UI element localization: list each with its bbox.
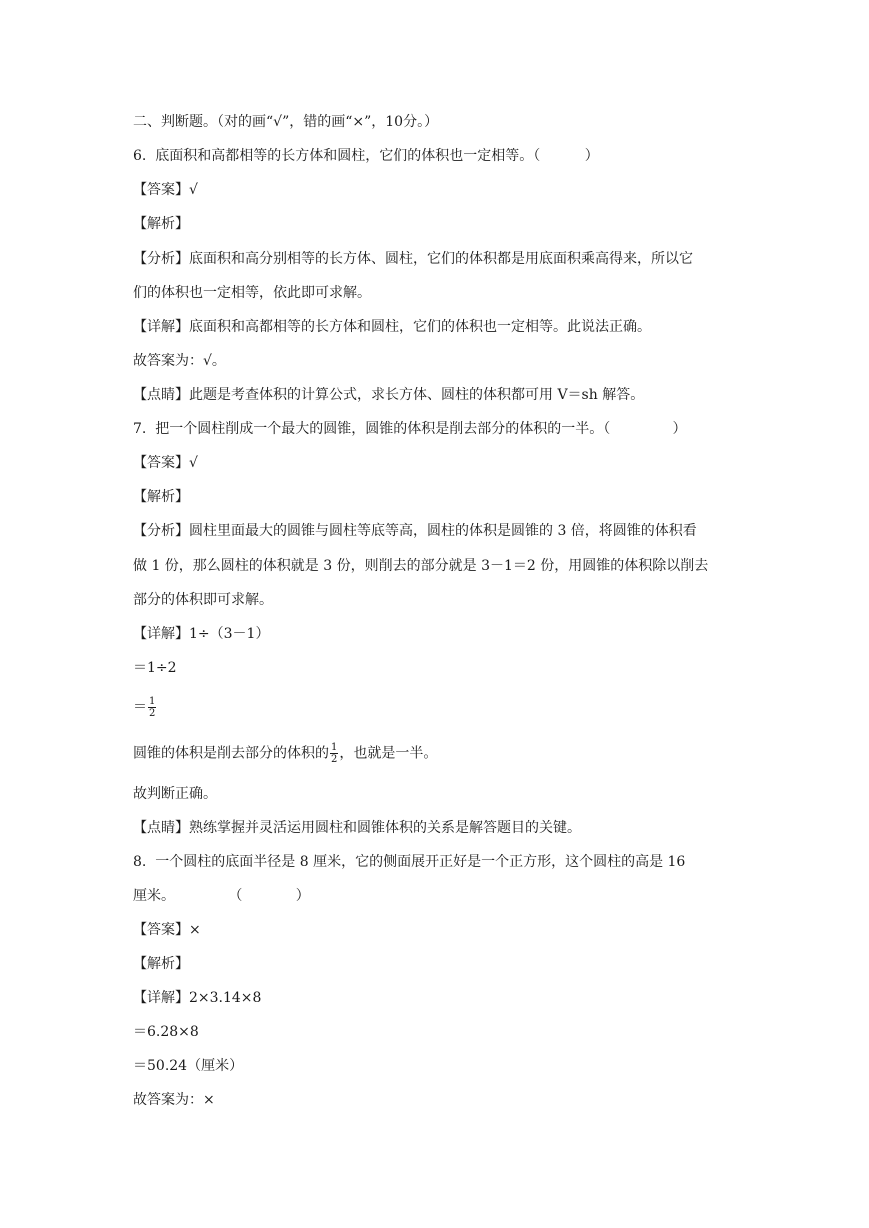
q7-analysis-line-1: 【分析】圆柱里面最大的圆锥与圆柱等底等高，圆柱的体积是圆锥的 3 倍，将圆锥的体积看 bbox=[133, 523, 697, 539]
conclusion-text-a: 圆锥的体积是削去部分的体积的 bbox=[133, 745, 329, 762]
q8-answer: 【答案】× bbox=[133, 922, 201, 938]
q7-answer: 【答案】√ bbox=[133, 455, 198, 471]
q7-analysis-line-3: 部分的体积即可求解。 bbox=[133, 592, 273, 608]
equals-sign: ＝ bbox=[133, 699, 147, 716]
q8-detail: 【详解】2×3.14×8 bbox=[133, 990, 262, 1006]
fraction-one-half bbox=[148, 696, 156, 719]
q6-jiexi-heading: 【解析】 bbox=[133, 216, 189, 232]
q7-analysis-line-2: 做 1 份，那么圆柱的体积就是 3 份，则削去的部分就是 3－1＝2 份，用圆锥的体积除以削去 bbox=[133, 558, 709, 574]
q6-question: 6. 底面积和高都相等的长方体和圆柱，它们的体积也一定相等。（ ） bbox=[133, 148, 599, 164]
q7-conclusion bbox=[133, 742, 437, 765]
q8-jiexi-heading: 【解析】 bbox=[133, 956, 189, 972]
q6-comment: 【点睛】此题是考查体积的计算公式，求长方体、圆柱的体积都可用 V＝sh 解答。 bbox=[133, 387, 645, 403]
fraction-numerator: 1 bbox=[149, 696, 156, 707]
q6-answer: 【答案】√ bbox=[133, 182, 198, 198]
fraction-denominator: 2 bbox=[331, 754, 338, 765]
q8-question-line-1: 8. 一个圆柱的底面半径是 8 厘米，它的侧面展开正好是一个正方形，这个圆柱的高是 16 bbox=[133, 854, 686, 870]
section-title: 二、判断题。（对的画“√”，错的画“×”，10分。） bbox=[133, 114, 439, 130]
q6-result: 故答案为：√。 bbox=[133, 353, 226, 369]
q6-analysis-line-1: 【分析】底面积和高分别相等的长方体、圆柱，它们的体积都是用底面积乘高得来，所以它 bbox=[133, 251, 693, 267]
q6-detail: 【详解】底面积和高都相等的长方体和圆柱，它们的体积也一定相等。此说法正确。 bbox=[133, 319, 651, 335]
q7-step-1: ＝1÷2 bbox=[133, 660, 177, 676]
conclusion-text-b: ，也就是一半。 bbox=[339, 745, 438, 762]
q8-result: 故答案为：× bbox=[133, 1092, 215, 1108]
q7-step-2 bbox=[133, 696, 157, 719]
q8-step-2: ＝50.24（厘米） bbox=[133, 1058, 244, 1074]
q8-step-1: ＝6.28×8 bbox=[133, 1024, 199, 1040]
q7-result: 故判断正确。 bbox=[133, 786, 217, 802]
q6-analysis-line-2: 们的体积也一定相等，依此即可求解。 bbox=[133, 285, 371, 301]
q7-question: 7. 把一个圆柱削成一个最大的圆锥，圆锥的体积是削去部分的体积的一半。（ ） bbox=[133, 421, 687, 437]
q7-comment: 【点睛】熟练掌握并灵活运用圆柱和圆锥体积的关系是解答题目的关键。 bbox=[133, 820, 581, 836]
q7-jiexi-heading: 【解析】 bbox=[133, 489, 189, 505]
q8-question-line-2: 厘米。 （ ） bbox=[133, 888, 310, 904]
fraction-numerator: 1 bbox=[331, 742, 338, 753]
fraction-denominator: 2 bbox=[149, 708, 156, 719]
fraction-one-half bbox=[330, 742, 338, 765]
q7-detail: 【详解】1÷（3－1） bbox=[133, 626, 270, 642]
